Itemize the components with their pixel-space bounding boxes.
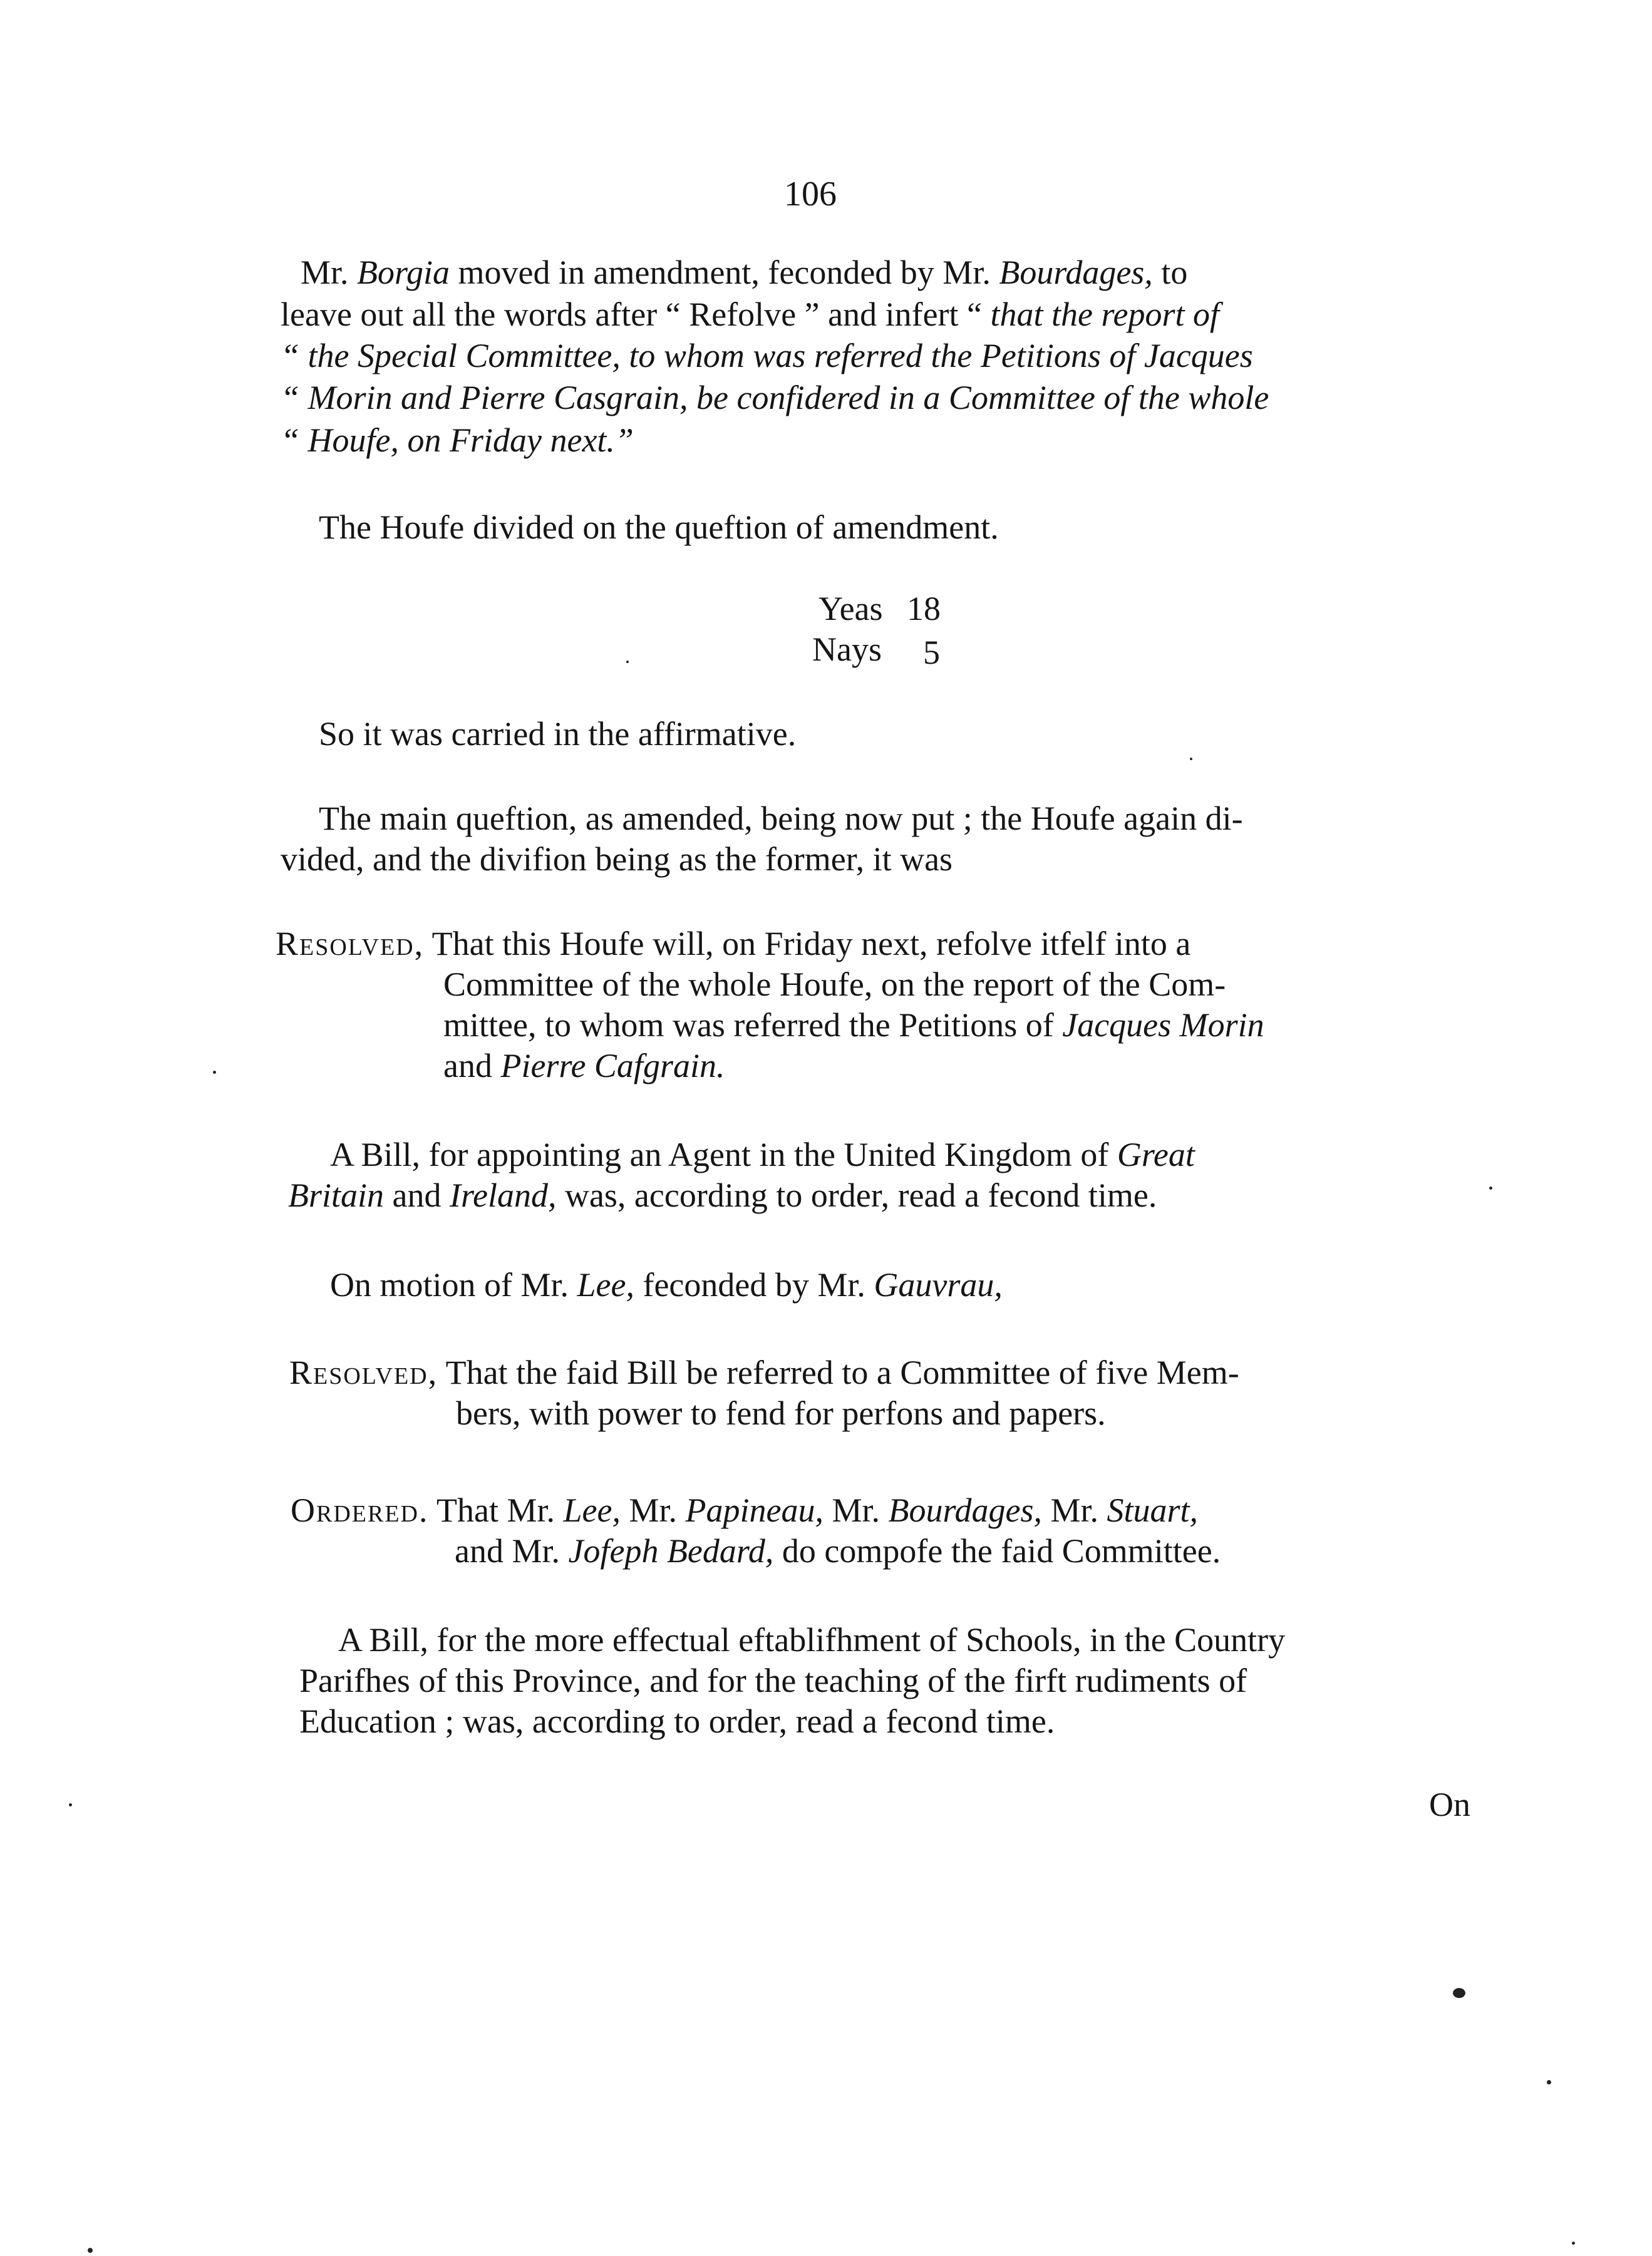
name-papineau: Papineau,	[685, 1491, 823, 1529]
paragraph-4-line-2: vided, and the divifion being as the former, it was	[281, 840, 953, 878]
paragraph-7	[330, 1268, 1003, 1302]
text-run-italic: that the report of	[990, 296, 1219, 333]
name-borgia: Borgia	[357, 254, 450, 291]
page-number: 106	[784, 175, 837, 214]
paragraph-2: The Houfe divided on the queftion of amendment.	[319, 508, 999, 546]
ink-speck	[1489, 1187, 1492, 1190]
nays-count: 5	[923, 634, 940, 671]
text-run: was, according to order, read a fecond time.	[556, 1177, 1157, 1214]
ordered-heading: Ordered.	[291, 1491, 429, 1529]
ink-speck	[69, 1803, 72, 1806]
paragraph-8-line-1	[289, 1356, 1239, 1389]
name-joseph-bedard: Jofeph Bedard,	[568, 1532, 774, 1570]
ink-speck	[213, 1071, 216, 1074]
ink-speck	[1547, 2080, 1551, 2084]
paragraph-10-line-3: Education ; was, according to order, read a fecond time.	[299, 1702, 1055, 1740]
paragraph-9-line-1	[291, 1493, 1198, 1527]
paragraph-8-line-2: bers, with power to fend for perfons and papers.	[456, 1394, 1106, 1432]
name-jacques-morin: Jacques Morin	[1062, 1006, 1264, 1044]
name-lee: Lee,	[577, 1266, 634, 1304]
catchword: On	[1429, 1786, 1470, 1823]
resolved-heading: Resolved,	[289, 1354, 438, 1391]
text-run: That Mr.	[428, 1491, 564, 1529]
ink-speck	[1453, 1988, 1465, 1998]
text-run: feconded by Mr.	[634, 1266, 874, 1304]
text-run: to	[1152, 254, 1188, 291]
text-run: and Mr.	[455, 1532, 569, 1570]
paragraph-1-line-1	[301, 255, 1187, 289]
text-run: A Bill, for appointing an Agent in the United Kingdom of	[330, 1136, 1117, 1173]
text-run: Mr.	[823, 1491, 889, 1529]
text-run: Mr.	[1041, 1491, 1107, 1529]
ink-speck	[626, 661, 629, 663]
paragraph-4-line-1: The main queftion, as amended, being now put ; the Houfe again di-	[319, 800, 1243, 837]
text-run: That this Houfe will, on Friday next, refolve itfelf into a	[424, 925, 1191, 962]
paragraph-5-line-3	[443, 1008, 1264, 1042]
text-run: Mr.	[301, 254, 358, 291]
paragraph-9-line-2	[455, 1534, 1221, 1568]
paragraph-5-line-4	[443, 1049, 725, 1083]
text-run: moved in amendment, feconded by Mr.	[450, 254, 999, 291]
name-bourdages: Bourdages,	[888, 1491, 1042, 1529]
nays-label: Nays	[812, 631, 882, 668]
text-run: mittee, to whom was referred the Petitions of	[443, 1006, 1063, 1044]
name-bourdages: Bourdages,	[999, 254, 1153, 291]
text-run: do compofe the faid Committee.	[773, 1532, 1221, 1570]
resolved-heading: Resolved,	[276, 925, 425, 962]
text-run-italic: Britain	[288, 1177, 385, 1214]
paragraph-1-line-5: “ Houfe, on Friday next.”	[281, 421, 634, 459]
ink-speck	[88, 2248, 93, 2253]
yeas-count: 18	[907, 590, 941, 627]
name-lee: Lee,	[563, 1491, 621, 1529]
paragraph-3: So it was carried in the affirmative.	[319, 715, 797, 753]
ink-speck	[1572, 2242, 1575, 2245]
paragraph-10-line-2: Parifhes of this Province, and for the teaching of the firft rudiments of	[299, 1662, 1247, 1699]
text-run: That the faid Bill be referred to a Committee of five Mem-	[438, 1354, 1239, 1391]
paragraph-1-line-2	[281, 297, 1219, 331]
paragraph-1-line-4: “ Morin and Pierre Casgrain, be confidered in a Committee of the whole	[281, 379, 1269, 416]
text-run: and	[384, 1177, 450, 1214]
text-run: and	[443, 1047, 501, 1084]
text-run-italic: Great	[1117, 1136, 1195, 1173]
yeas-label: Yeas	[818, 590, 883, 627]
text-run: On motion of Mr.	[330, 1266, 577, 1304]
text-run-italic: Ireland,	[449, 1177, 557, 1214]
paragraph-5-line-2: Committee of the whole Houfe, on the report of the Com-	[443, 966, 1226, 1003]
text-run: leave out all the words after “ Refolve ” and infert “	[281, 296, 991, 333]
paragraph-1-line-3: “ the Special Committee, to whom was referred the Petitions of Jacques	[281, 337, 1253, 374]
name-pierre-casgrain: Pierre Cafgrain.	[500, 1047, 725, 1084]
paragraph-6-line-1	[330, 1138, 1195, 1172]
paragraph-6-line-2	[288, 1178, 1157, 1212]
text-run: Mr.	[620, 1491, 686, 1529]
name-stuart: Stuart,	[1107, 1491, 1199, 1529]
paragraph-10-line-1: A Bill, for the more effectual eftablifhment of Schools, in the Country	[338, 1621, 1286, 1659]
paragraph-5-line-1	[276, 927, 1190, 961]
ink-speck	[1190, 758, 1192, 760]
name-gauvrau: Gauvrau,	[874, 1266, 1003, 1304]
